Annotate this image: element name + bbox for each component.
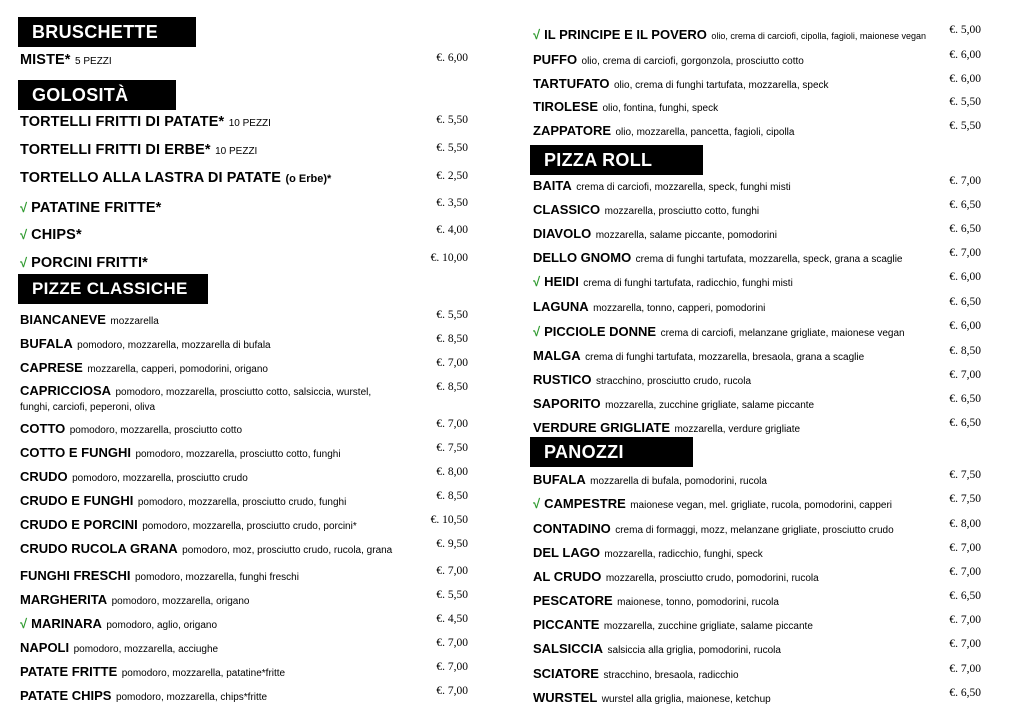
vegan-check-icon: √ [20,200,28,215]
menu-item [20,359,268,377]
menu-item [533,273,793,291]
item-name: AL CRUDO [533,569,602,584]
item-price: €. 7,00 [949,614,981,626]
item-price: €. 5,50 [436,589,468,601]
menu-item [20,226,82,244]
item-price: €. 6,50 [949,687,981,699]
item-price: €. 5,50 [949,96,981,108]
item-desc: crema di carciofi, melanzane grigliate, maionese vegan [660,328,905,339]
item-desc: mozzarella, zucchine grigliate, salame piccante [605,400,815,411]
item-name: CAMPESTRE [544,496,626,511]
menu-item [20,516,357,534]
item-name: RUSTICO [533,372,592,387]
menu-item [533,640,781,658]
menu-item [20,591,249,609]
section-header-pizza-roll: PIZZA ROLL [530,145,703,175]
item-name: ZAPPATORE [533,123,612,138]
item-desc: 10 PEZZI [215,146,258,157]
item-name: CAPRESE [20,360,83,375]
menu-item [533,689,771,707]
item-price: €. 7,50 [436,442,468,454]
item-price: €. 6,00 [949,49,981,61]
item-desc: pomodoro, mozzarella, prosciutto crudo, funghi [137,497,347,508]
item-name: MISTE* [20,52,71,68]
menu-item [533,568,819,586]
section-header-golosita: GOLOSITÀ [18,80,176,110]
menu-item [533,471,767,489]
item-desc: pomodoro, mozzarella, prosciutto crudo [72,473,248,484]
menu-item [533,347,864,365]
item-name: CRUDO RUCOLA GRANA [20,541,178,556]
item-name: CLASSICO [533,202,601,217]
item-desc: salsiccia alla griglia, pomodorini, rucola [607,645,781,656]
menu-item [533,495,892,513]
menu-item [20,311,159,329]
menu-item [20,169,331,187]
item-price: €. 4,00 [436,224,468,236]
item-desc: crema di carciofi, mozzarella, speck, funghi misti [576,182,791,193]
item-desc: mozzarella, radicchio, funghi, speck [604,549,763,560]
menu-item [20,199,161,217]
menu-item [533,298,765,316]
menu-item [533,419,800,437]
menu-item [533,122,794,140]
vegan-check-icon: √ [20,227,28,242]
item-desc: mozzarella, tonno, capperi, pomodorini [593,303,766,314]
menu-item [533,592,779,610]
vegan-check-icon: √ [533,274,541,289]
item-price: €. 8,50 [436,381,468,393]
item-name: PUFFO [533,52,578,67]
item-price: €. 8,50 [949,345,981,357]
vegan-check-icon: √ [533,27,541,42]
item-price: €. 6,50 [949,393,981,405]
item-name: TORTELLI FRITTI DI PATATE* [20,114,225,130]
item-desc: mozzarella, prosciutto cotto, funghi [604,206,760,217]
item-desc: crema di formaggi, mozz, melanzane grigliate, prosciutto crudo [615,525,894,536]
vegan-check-icon: √ [533,324,541,339]
menu-item [533,665,739,683]
item-desc: pomodoro, mozzarella, prosciutto cotto [69,425,243,436]
item-desc: maionese, tonno, pomodorini, rucola [617,597,779,608]
vegan-check-icon: √ [533,496,541,511]
item-name: IL PRINCIPE E IL POVERO [544,27,707,42]
item-name: SAPORITO [533,396,601,411]
item-price: €. 5,00 [949,24,981,36]
menu-item [533,177,791,195]
item-name: NAPOLI [20,640,70,655]
item-desc: 5 PEZZI [75,56,112,67]
item-name: BIANCANEVE [20,312,106,327]
item-price: €. 7,00 [436,637,468,649]
item-name: TARTUFATO [533,76,610,91]
menu-item [533,225,777,243]
item-price: €. 7,00 [949,369,981,381]
item-price: €. 7,50 [949,493,981,505]
item-name: CRUDO E PORCINI [20,517,138,532]
item-desc: olio, crema di carciofi, cipolla, fagioli, maionese vegan [711,31,926,41]
item-price: €. 8,50 [436,333,468,345]
item-price: €. 7,00 [436,418,468,430]
menu-item [533,51,804,69]
item-desc: pomodoro, mozzarella, prosciutto cotto, salsiccia, wurstel, [115,387,372,398]
item-price: €. 7,00 [949,566,981,578]
item-name: CAPRICCIOSA [20,383,112,398]
item-price: €. 7,00 [436,685,468,697]
item-desc: crema di funghi tartufata, radicchio, funghi misti [583,278,793,289]
menu-item [533,520,894,538]
item-price: €. 7,00 [949,663,981,675]
item-price: €. 5,50 [436,142,468,154]
item-price: €. 6,50 [949,223,981,235]
item-desc-continued: funghi, carciofi, peperoni, oliva [20,402,156,413]
item-name: COTTO E FUNGHI [20,445,131,460]
item-name: CRUDO [20,469,68,484]
item-desc: pomodoro, mozzarella, acciughe [73,644,219,655]
item-name: SCIATORE [533,666,599,681]
menu-item [20,567,299,585]
item-price: €. 5,50 [436,309,468,321]
item-price: €. 3,50 [436,197,468,209]
item-price: €. 2,50 [436,170,468,182]
vegan-check-icon: √ [20,616,28,631]
item-name: CRUDO E FUNGHI [20,493,134,508]
item-desc: wurstel alla griglia, maionese, ketchup [601,694,771,705]
item-desc: 10 PEZZI [228,118,271,129]
item-price: €. 6,50 [949,590,981,602]
item-name: LAGUNA [533,299,589,314]
menu-item [533,371,751,389]
menu-item [20,141,257,159]
item-price: €. 7,00 [436,661,468,673]
item-name: TORTELLO ALLA LASTRA DI PATATE [20,170,282,186]
menu-item [20,663,285,681]
item-desc: mozzarella, verdure grigliate [674,424,801,435]
item-desc: mozzarella, zucchine grigliate, salame piccante [603,621,813,632]
item-price: €. 6,00 [436,52,468,64]
item-name: MARGHERITA [20,592,108,607]
item-price: €. 7,50 [949,469,981,481]
section-header-panozzi: PANOZZI [530,437,693,467]
item-price: €. 7,00 [436,357,468,369]
item-price: €. 5,50 [949,120,981,132]
item-name: CONTADINO [533,521,611,536]
item-name: PESCATORE [533,593,613,608]
menu-item [20,540,392,558]
menu-item [20,383,371,415]
section-header-bruschette: BRUSCHETTE [18,17,196,47]
menu-item [20,468,248,486]
menu-item [20,113,271,131]
item-price: €. 6,00 [949,320,981,332]
item-desc: crema di funghi tartufata, mozzarella, speck, grana a scaglie [635,254,903,265]
item-price: €. 10,00 [430,252,468,264]
item-name: DELLO GNOMO [533,250,632,265]
menu-item [533,616,813,634]
item-name: PICCANTE [533,617,600,632]
item-price: €. 8,00 [436,466,468,478]
item-desc: mozzarella di bufala, pomodorini, rucola [590,476,767,487]
item-name: PICCIOLE DONNE [544,324,657,339]
section-header-pizze-classiche: PIZZE CLASSICHE [18,274,208,304]
item-name: WURSTEL [533,690,598,705]
item-name: BAITA [533,178,572,193]
item-name: CHIPS* [31,227,82,243]
item-price: €. 6,00 [949,73,981,85]
item-price: €. 8,00 [949,518,981,530]
item-desc: crema di funghi tartufata, mozzarella, bresaola, grana a scaglie [585,352,865,363]
item-name: PATATE CHIPS [20,688,112,703]
item-name: DIAVOLO [533,226,592,241]
item-name: HEIDI [544,274,579,289]
item-desc: maionese vegan, mel. grigliate, rucola, pomodorini, capperi [630,500,893,511]
item-price: €. 6,50 [949,296,981,308]
item-name: BUFALA [20,336,73,351]
item-name: SALSICCIA [533,641,604,656]
item-price: €. 9,50 [436,538,468,550]
item-desc: pomodoro, mozzarella, funghi freschi [134,572,299,583]
item-desc: olio, crema di funghi tartufata, mozzarella, speck [614,80,829,91]
item-price: €. 7,00 [949,638,981,650]
menu-item [20,335,271,353]
item-name: TORTELLI FRITTI DI ERBE* [20,142,211,158]
item-desc: pomodoro, mozzarella, patatine*fritte [121,668,286,679]
item-price: €. 7,00 [949,247,981,259]
item-price: €. 6,50 [949,417,981,429]
item-desc: olio, fontina, funghi, speck [602,103,719,114]
item-desc: stracchino, bresaola, radicchio [603,670,739,681]
item-name: MALGA [533,348,581,363]
menu-item [533,544,763,562]
item-desc: mozzarella [110,316,159,327]
item-price: €. 7,00 [949,175,981,187]
menu-item [533,201,759,219]
item-name: PORCINI FRITTI* [31,255,148,271]
item-name: BUFALA [533,472,586,487]
item-price: €. 5,50 [436,114,468,126]
menu-item [20,639,218,657]
item-price: €. 6,50 [949,199,981,211]
item-desc: olio, crema di carciofi, gorgonzola, prosciutto cotto [581,56,804,67]
vegan-check-icon: √ [20,255,28,270]
item-desc: mozzarella, prosciutto crudo, pomodorini, rucola [605,573,819,584]
item-name: TIROLESE [533,99,599,114]
menu-item [20,687,267,705]
item-name: VERDURE GRIGLIATE [533,420,670,435]
menu-item [20,420,242,438]
item-price: €. 8,50 [436,490,468,502]
menu-item [20,254,148,272]
item-name: PATATE FRITTE [20,664,118,679]
menu-item [533,395,814,413]
item-name: DEL LAGO [533,545,600,560]
menu-item [533,323,905,341]
item-desc: pomodoro, mozzarella, mozzarella di bufala [77,340,271,351]
item-name: MARINARA [31,616,102,631]
item-desc: (o Erbe)* [285,173,332,185]
item-price: €. 10,50 [430,514,468,526]
item-desc: pomodoro, mozzarella, chips*fritte [115,692,268,703]
item-name: COTTO [20,421,66,436]
item-desc: pomodoro, mozzarella, origano [111,596,250,607]
item-desc: olio, mozzarella, pancetta, fagioli, cipolla [615,127,795,138]
item-desc: mozzarella, capperi, pomodorini, origano [87,364,268,375]
menu-item [533,98,718,116]
menu-item [20,615,217,633]
item-price: €. 6,00 [949,271,981,283]
item-desc: pomodoro, aglio, origano [106,620,218,631]
menu-item [20,51,112,69]
menu-item [20,492,346,510]
menu-item [20,444,341,462]
item-desc: pomodoro, mozzarella, prosciutto crudo, porcini* [142,521,357,532]
item-name: FUNGHI FRESCHI [20,568,131,583]
menu-item [533,26,926,44]
item-price: €. 7,00 [436,565,468,577]
item-desc: pomodoro, mozzarella, prosciutto cotto, funghi [135,449,341,460]
item-name: PATATINE FRITTE* [31,200,162,216]
menu-item [533,75,829,93]
item-price: €. 4,50 [436,613,468,625]
item-desc: pomodoro, moz, prosciutto crudo, rucola, grana [182,545,393,556]
menu-item [533,249,902,267]
item-desc: mozzarella, salame piccante, pomodorini [595,230,777,241]
item-price: €. 7,00 [949,542,981,554]
item-desc: stracchino, prosciutto crudo, rucola [595,376,752,387]
